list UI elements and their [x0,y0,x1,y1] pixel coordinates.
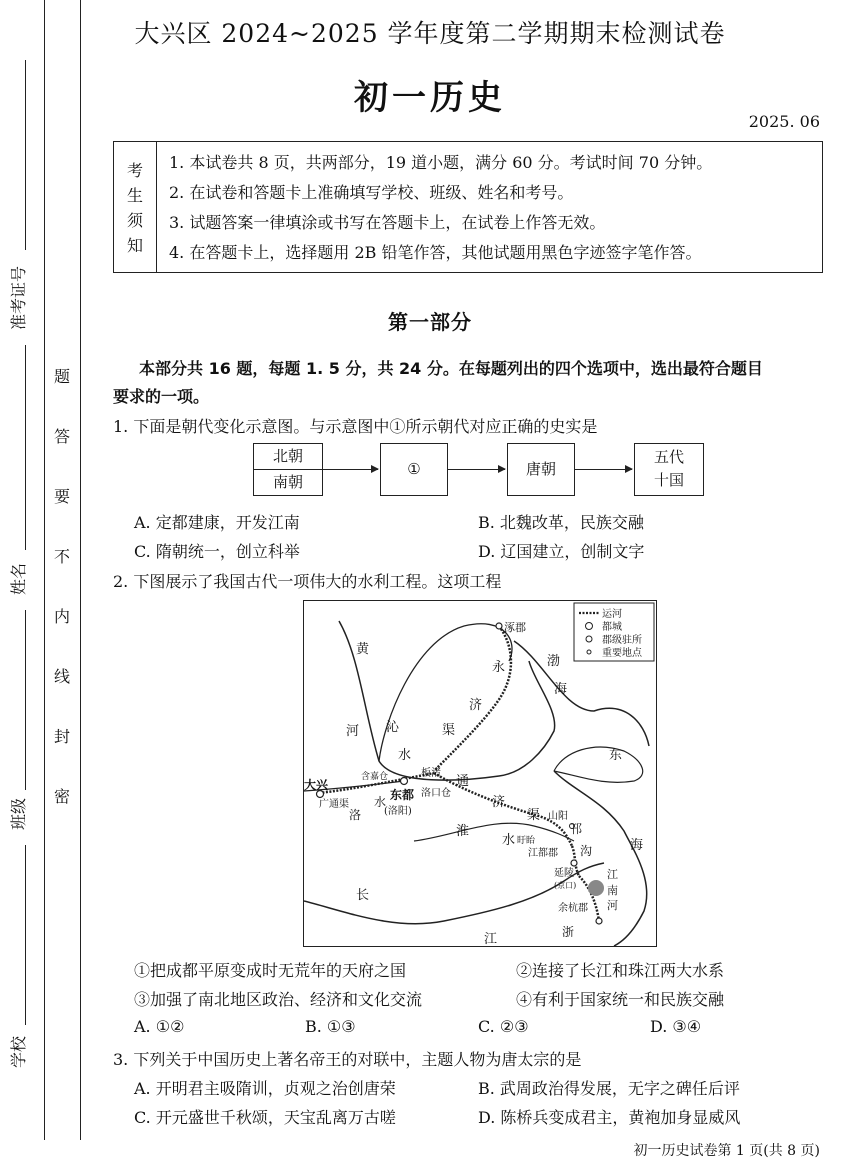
map-svg [304,601,656,946]
label-huang: 黄 [356,642,370,657]
q2-option-a[interactable]: A. ①② [134,1017,185,1036]
lake-tai [588,880,604,896]
shandong-peninsula [554,747,643,782]
label-zhe: 浙 [562,925,575,939]
label-shui1: 水 [398,748,412,763]
notice-item: 4. 在答题卡上，选择题用 2B 铅笔作答，其他试题用黑色字迹签字笔作答。 [169,243,702,262]
part-intro: 本部分共 16 题，每题 1. 5 分，共 24 分。在每题列出的四个选项中，选出最符合题目 [139,359,763,378]
warning-char: 题 [53,367,70,386]
q1-option-b[interactable]: B. 北魏改革，民族交融 [478,513,644,532]
label-hai2: 海 [630,838,644,853]
part-title: 第一部分 [388,310,472,334]
q2-statement-1: ①把成都平原变成时无荒年的天府之国 [134,961,407,980]
label-yanling: 延陵 [554,868,574,879]
warning-char: 要 [53,487,70,506]
q2-statement-4: ④有利于国家统一和民族交融 [516,990,725,1009]
label-yong: 永 [492,660,506,675]
label-hanjiacang: 含嘉仓 [361,772,389,782]
warning-char: 答 [53,427,70,446]
legend-site: 重要地点 [602,648,642,659]
notice-item: 2. 在试卷和答题卡上准确填写学校、班级、姓名和考号。 [169,183,574,202]
notice-item: 3. 试题答案一律填涂或书写在答题卡上，在试卷上作答无效。 [169,213,606,232]
label-chang: 长 [356,888,370,903]
label-dongdu: 东都 [390,788,415,802]
label-huai: 淮 [456,824,470,839]
name-blank[interactable] [25,345,26,550]
page-footer: 初一历史试卷第 1 页(共 8 页) [633,1143,820,1159]
q2-option-c[interactable]: C. ②③ [478,1017,529,1036]
q1-stem: 1. 下面是朝代变化示意图。与示意图中①所示朝代对应正确的史实是 [113,417,598,436]
yuhang-site [596,918,602,924]
exam-title: 大兴区 2024~2025 学年度第二学期期末检测试卷 [134,19,726,48]
label-jingkou: (京口) [554,881,577,890]
flow-arrow [447,469,505,470]
dongdu-capital [401,778,408,785]
label-guangtongqu: 广通渠 [319,799,349,810]
q3-stem: 3. 下列关于中国历史上著名帝王的对联中，主题人物为唐太宗的是 [113,1050,582,1069]
label-jiangdujun: 江都郡 [528,848,558,859]
label-dong: 东 [609,748,623,763]
label-jiang1: 江 [607,868,618,881]
flow-box-unknown: ① [380,443,448,496]
flow-box4-line2: 十国 [653,471,684,489]
q1-option-d[interactable]: D. 辽国建立，创制文字 [478,542,645,561]
flow-box4-line1: 五代 [653,448,684,466]
label-luokoucang: 洛口仓 [421,788,451,799]
label-he: 河 [346,724,360,739]
coastline [514,641,649,946]
label-xuyi: 盱眙 [517,836,536,846]
label-gou: 沟 [580,844,593,858]
name-label: 姓名 [9,562,28,595]
legend-capital: 都城 [602,622,622,633]
flow-box-five-dynasties [634,443,704,496]
part-intro-cont: 要求的一项。 [113,387,210,406]
warning-char: 内 [53,607,70,626]
notice-item: 1. 本试卷共 8 页，共两部分，19 道小题，满分 60 分。考试时间 70 分钟。 [169,153,713,172]
label-shanyang: 山阳 [548,811,568,822]
warning-char: 不 [53,547,70,566]
notice-label-char: 考 [126,161,143,180]
flow-box-south: 南朝 [272,473,303,491]
warning-char: 密 [53,787,70,806]
label-tong: 通 [456,774,470,789]
flow-box-tang: 唐朝 [507,443,575,496]
q2-statement-3: ③加强了南北地区政治、经济和文化交流 [134,990,423,1009]
flow-arrow [574,469,632,470]
q3-option-a[interactable]: A. 开明君主吸隋训，贞观之治创唐荣 [134,1079,396,1098]
flow-box-north: 北朝 [254,444,322,470]
school-label: 学校 [9,1035,28,1068]
legend-prefecture: 郡级驻所 [602,635,642,646]
label-banzhu: 板渚 [421,768,441,779]
q3-option-d[interactable]: D. 陈桥兵变成君主，黄袍加身显威风 [478,1108,741,1127]
label-jiang2: 江 [484,932,498,946]
q2-option-d[interactable]: D. ③④ [650,1017,702,1036]
binding-line-outer [44,0,45,1140]
label-qu1: 渠 [442,723,456,738]
exam-number-label: 准考证号 [9,265,28,330]
label-bo: 渤 [547,654,561,669]
warning-char: 线 [53,667,70,686]
q3-option-c[interactable]: C. 开元盛世千秋颂，天宝乱离万古嗟 [134,1108,396,1127]
label-ji1: 济 [469,698,483,713]
label-shui3: 水 [502,833,516,848]
label-luo: 洛 [349,808,362,822]
label-he2: 河 [607,899,618,912]
q2-option-b[interactable]: B. ①③ [305,1017,356,1036]
label-luoyang: (洛阳) [384,806,412,817]
label-shui2: 水 [374,795,387,809]
label-daxing: 大兴 [304,778,329,792]
label-han: 邗 [570,822,583,836]
legend-canal: 运河 [602,609,622,620]
label-yuhangjun: 余杭郡 [558,903,588,914]
label-ji2: 济 [492,795,506,810]
label-zhuojun: 涿郡 [504,621,526,634]
label-qu2: 渠 [527,808,541,823]
warning-char: 封 [53,727,70,746]
yellow-river-loop [379,624,512,761]
label-nan: 南 [607,884,618,897]
label-hai1: 海 [554,682,568,697]
q2-stem: 2. 下图展示了我国古代一项伟大的水利工程。这项工程 [113,572,502,591]
q3-option-b[interactable]: B. 武周政治得发展，无字之碑任后评 [478,1079,740,1098]
notice-label-char: 须 [126,211,143,230]
huai-river [414,823,574,841]
q1-option-c[interactable]: C. 隋朝统一，创立科举 [134,542,300,561]
exam-date: 2025. 06 [748,112,820,131]
q1-option-a[interactable]: A. 定都建康，开发江南 [134,513,300,532]
grand-canal-map [303,600,657,947]
flow-arrow [322,469,378,470]
notice-label-char: 知 [126,236,143,255]
q2-statement-2: ②连接了长江和珠江两大水系 [516,961,725,980]
candidate-notice [113,141,823,273]
jiangdu-site [571,860,577,866]
notice-label [114,142,157,272]
label-qin: 沁 [386,720,400,735]
zhuojun-site [496,623,502,629]
school-blank[interactable] [25,845,26,1025]
yellow-river [339,621,555,780]
binding-line-inner [80,0,81,1140]
subject-title: 初一历史 [354,78,506,118]
notice-label-char: 生 [126,186,143,205]
class-blank[interactable] [25,610,26,790]
flow-box-north-south [253,443,323,496]
class-label: 班级 [9,797,28,830]
